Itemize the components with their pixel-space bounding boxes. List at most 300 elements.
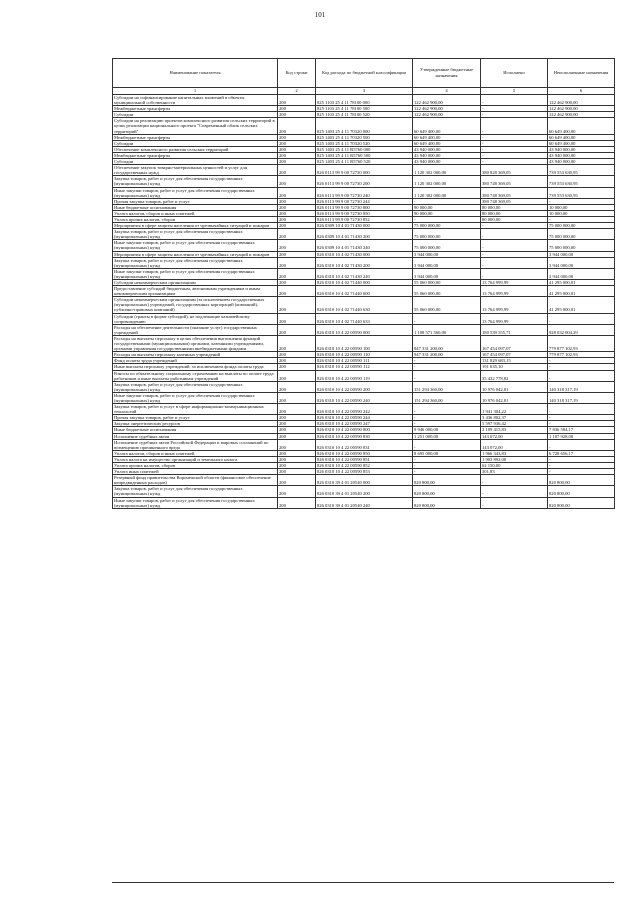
row-code: 200 xyxy=(278,497,316,508)
row-executed: 10 976 042,81 xyxy=(481,392,548,403)
row-unexecuted: 820 800,00 xyxy=(548,497,615,508)
row-code: 200 xyxy=(278,140,316,146)
row-name: Фонд оплаты труда учреждений xyxy=(113,358,278,364)
row-kbk: 825 1103 25 4 11 78100 520 xyxy=(316,112,413,118)
row-code: 200 xyxy=(278,95,316,106)
row-executed: - xyxy=(481,95,548,106)
row-executed: - xyxy=(481,257,548,268)
row-name: Мероприятия в сфере защиты населения от чрезвычайных ситуаций и пожаров xyxy=(113,251,278,257)
row-executed: 5 597 936,42 xyxy=(481,421,548,427)
row-executed: 1 966 343,83 xyxy=(481,450,548,456)
row-kbk: 826 0310 10 4 22 00590 850 xyxy=(316,450,413,456)
column-number: 1 xyxy=(113,88,278,95)
row-approved: - xyxy=(413,421,481,427)
row-code: 200 xyxy=(278,146,316,152)
row-unexecuted: - xyxy=(548,358,615,364)
row-code: 200 xyxy=(278,204,316,210)
row-name: Исполнение судебных актов xyxy=(113,433,278,439)
row-kbk: 826 0113 99 9 00 72730 800 xyxy=(316,204,413,210)
row-unexecuted: 3 944 000,00 xyxy=(548,268,615,279)
row-kbk: 825 1403 25 4 11 R5760 500 xyxy=(316,152,413,158)
row-kbk: 826 0113 99 9 00 72730 000 xyxy=(316,165,413,176)
row-approved: - xyxy=(413,216,481,222)
row-executed: - xyxy=(481,118,548,134)
row-code: 200 xyxy=(278,112,316,118)
row-code: 200 xyxy=(278,268,316,279)
row-approved: 55 060 000,00 xyxy=(413,297,481,313)
row-unexecuted: - xyxy=(548,216,615,222)
table-row xyxy=(113,165,615,176)
row-kbk: 825 1403 25 4 11 70320 000 xyxy=(316,118,413,134)
row-name: Иные закупки товаров, работ и услуг для обеспечения государственных (муниципальных) нужд xyxy=(113,187,278,198)
row-name: Закупка товаров, работ и услуг для обеспечения государственных (муниципальных) нужд xyxy=(113,229,278,240)
row-approved: 55 060 000,00 xyxy=(413,280,481,286)
row-executed: - xyxy=(481,229,548,240)
row-name: Иные закупки товаров, работ и услуг для обеспечения государственных (муниципальных) нужд xyxy=(113,497,278,508)
row-approved: 55 060 000,00 xyxy=(413,286,481,297)
row-code: 200 xyxy=(278,381,316,392)
row-kbk: 826 0310 10 4 22 00590 247 xyxy=(316,421,413,427)
row-name: Иные бюджетные ассигнования xyxy=(113,204,278,210)
table-row xyxy=(113,439,615,450)
row-approved: - xyxy=(413,439,481,450)
row-name: Субсидии (гранты в форме субсидий), не подлежащие казначейскому сопровождению xyxy=(113,313,278,324)
row-approved: 151 294 360,00 xyxy=(413,381,481,392)
row-kbk: 826 0310 10 4 22 00590 853 xyxy=(316,469,413,475)
row-name: Субсидии xyxy=(113,112,278,118)
row-name: Закупка товаров, работ и услуг в сфере информационно-коммуникационных технологий xyxy=(113,404,278,415)
row-executed: - xyxy=(481,475,548,486)
row-name: Уплата налогов, сборов и иных платежей xyxy=(113,210,278,216)
row-approved: 75 000 000,00 xyxy=(413,240,481,251)
row-executed: 380 748 369,05 xyxy=(481,176,548,187)
row-unexecuted: 3 944 000,00 xyxy=(548,251,615,257)
table-row xyxy=(113,268,615,279)
row-executed: 167 454 097,07 xyxy=(481,335,548,351)
row-executed: - xyxy=(481,486,548,497)
row-executed: 167 454 097,07 xyxy=(481,352,548,358)
row-executed: 80 000,00 xyxy=(481,204,548,210)
row-executed: 1 903 892,00 xyxy=(481,456,548,462)
row-code: 200 xyxy=(278,439,316,450)
row-unexecuted: 779 877 102,93 xyxy=(548,335,615,351)
row-code: 200 xyxy=(278,463,316,469)
row-approved: - xyxy=(413,370,481,381)
row-unexecuted: 60 649 400,00 xyxy=(548,134,615,140)
row-unexecuted: 6 728 656,17 xyxy=(548,450,615,456)
row-code: 200 xyxy=(278,486,316,497)
row-executed: - xyxy=(481,251,548,257)
row-code: 200 xyxy=(278,216,316,222)
table-row xyxy=(113,257,615,268)
row-unexecuted: - xyxy=(548,313,615,324)
row-name: Иные бюджетные ассигнования xyxy=(113,427,278,433)
row-unexecuted: - xyxy=(548,370,615,381)
row-executed: 80 000,00 xyxy=(481,210,548,216)
row-approved: 820 800,00 xyxy=(413,497,481,508)
budget-table xyxy=(112,58,615,509)
row-code: 200 xyxy=(278,421,316,427)
row-approved: 3 944 000,00 xyxy=(413,268,481,279)
row-kbk: 826 0310 10 4 22 00590 244 xyxy=(316,415,413,421)
row-code: 200 xyxy=(278,352,316,358)
row-kbk: 826 0309 10 4 01 71430 240 xyxy=(316,240,413,251)
row-code: 200 xyxy=(278,240,316,251)
row-executed: - xyxy=(481,223,548,229)
row-name: Иные закупки товаров, работ и услуг для обеспечения государственных (муниципальных) нужд xyxy=(113,240,278,251)
row-kbk: 826 0310 10 4 22 00590 800 xyxy=(316,427,413,433)
row-name: Уплата налогов, сборов и иных платежей xyxy=(113,450,278,456)
row-code: 200 xyxy=(278,223,316,229)
table-row xyxy=(113,313,615,324)
table-row xyxy=(113,229,615,240)
row-kbk: 826 0310 10 4 02 71440 000 xyxy=(316,280,413,286)
row-executed: 13 764 999,99 xyxy=(481,286,548,297)
row-executed: 35 432 778,82 xyxy=(481,370,548,381)
row-unexecuted: - xyxy=(548,364,615,370)
row-name: Межбюджетные трансферты xyxy=(113,152,278,158)
row-kbk: 826 0310 39 4 01 20540 240 xyxy=(316,497,413,508)
row-unexecuted: 41 295 000,01 xyxy=(548,297,615,313)
row-unexecuted: 739 553 630,95 xyxy=(548,165,615,176)
row-code: 200 xyxy=(278,469,316,475)
row-name: Расходы на обеспечение деятельности (оказание услуг) государственных учреждений xyxy=(113,324,278,335)
row-kbk: 825 1403 25 4 11 70320 500 xyxy=(316,134,413,140)
header-kbk: Код расхода по бюджетной классификации xyxy=(316,59,413,88)
row-kbk: 826 0113 99 9 00 72730 850 xyxy=(316,210,413,216)
page-bottom-rule xyxy=(112,882,614,883)
row-name: Прочая закупка товаров, работ и услуг xyxy=(113,415,278,421)
row-executed: 380 828 369,05 xyxy=(481,165,548,176)
row-unexecuted: - xyxy=(548,421,615,427)
row-unexecuted: 75 000 000,00 xyxy=(548,223,615,229)
row-name: Иные закупки товаров, работ и услуг для обеспечения государственных (муниципальных) нужд xyxy=(113,268,278,279)
row-unexecuted: - xyxy=(548,404,615,415)
row-kbk: 826 0113 99 9 00 72730 200 xyxy=(316,176,413,187)
row-kbk: 826 0310 10 4 02 71430 200 xyxy=(316,257,413,268)
table-row xyxy=(113,381,615,392)
row-approved: 122 462 900,00 xyxy=(413,112,481,118)
row-approved: 820 800,00 xyxy=(413,475,481,486)
row-code: 200 xyxy=(278,392,316,403)
row-name: Обеспечение комплексного развития сельских территорий xyxy=(113,146,278,152)
column-number: 6 xyxy=(548,88,615,95)
row-unexecuted: 43 940 000,00 xyxy=(548,152,615,158)
header-executed: Исполнено xyxy=(481,59,548,88)
row-name: Закупка товаров, работ и услуг для обеспечения государственных (муниципальных) нужд xyxy=(113,176,278,187)
row-approved: - xyxy=(413,456,481,462)
row-name: Прочая закупка товаров, работ и услуг xyxy=(113,198,278,204)
table-row xyxy=(113,297,615,313)
row-executed: 10 976 042,81 xyxy=(481,381,548,392)
row-approved: 60 649 400,00 xyxy=(413,140,481,146)
row-executed: - xyxy=(481,159,548,165)
table-row xyxy=(113,176,615,187)
row-executed: 62 150,00 xyxy=(481,463,548,469)
row-kbk: 825 1403 25 4 11 R5760 000 xyxy=(316,146,413,152)
row-code: 200 xyxy=(278,210,316,216)
table-row xyxy=(113,324,615,335)
row-executed: 2 109 415,83 xyxy=(481,427,548,433)
row-kbk: 826 0310 10 4 02 71440 633 xyxy=(316,313,413,324)
row-code: 200 xyxy=(278,251,316,257)
column-number: 4 xyxy=(413,88,481,95)
row-approved: - xyxy=(413,404,481,415)
row-unexecuted: - xyxy=(548,456,615,462)
row-kbk: 826 0310 10 4 02 71430 240 xyxy=(316,268,413,279)
row-unexecuted: 43 940 000,00 xyxy=(548,146,615,152)
row-approved: 1 108 571 560,00 xyxy=(413,324,481,335)
row-unexecuted: 820 800,00 xyxy=(548,475,615,486)
row-kbk: 826 0113 99 9 00 72730 244 xyxy=(316,198,413,204)
row-unexecuted: 60 649 400,00 xyxy=(548,118,615,134)
row-executed: - xyxy=(481,146,548,152)
row-kbk: 826 0310 10 4 22 00590 111 xyxy=(316,358,413,364)
row-kbk: 826 0309 10 4 01 71430 000 xyxy=(316,223,413,229)
row-kbk: 826 0310 10 4 22 00590 830 xyxy=(316,433,413,439)
row-executed: 3 436 802,37 xyxy=(481,415,548,421)
row-kbk: 826 0310 39 4 01 20540 000 xyxy=(316,475,413,486)
row-approved: 43 940 000,00 xyxy=(413,159,481,165)
row-approved: 60 649 400,00 xyxy=(413,118,481,134)
row-code: 200 xyxy=(278,152,316,158)
row-executed: - xyxy=(481,152,548,158)
row-unexecuted: 122 462 900,00 xyxy=(548,106,615,112)
row-unexecuted: 43 940 000,00 xyxy=(548,159,615,165)
row-executed: - xyxy=(481,106,548,112)
row-approved: - xyxy=(413,313,481,324)
row-code: 200 xyxy=(278,364,316,370)
row-unexecuted: - xyxy=(548,469,615,475)
row-executed: 143 072,00 xyxy=(481,433,548,439)
row-code: 200 xyxy=(278,415,316,421)
row-approved: 43 940 000,00 xyxy=(413,152,481,158)
row-executed: 13 764 999,99 xyxy=(481,313,548,324)
row-approved: 820 800,00 xyxy=(413,486,481,497)
row-kbk: 826 0310 10 4 22 00590 242 xyxy=(316,404,413,415)
row-unexecuted: 122 462 900,00 xyxy=(548,95,615,106)
row-unexecuted: 41 295 000,01 xyxy=(548,286,615,297)
header-code: Код строки xyxy=(278,59,316,88)
row-approved: - xyxy=(413,198,481,204)
table-row xyxy=(113,335,615,351)
header-row xyxy=(113,59,615,88)
row-unexecuted: 140 318 317,19 xyxy=(548,392,615,403)
row-name: Субсидии некоммерческим организациям xyxy=(113,280,278,286)
row-code: 200 xyxy=(278,335,316,351)
table-row xyxy=(113,118,615,134)
row-approved: 60 649 400,00 xyxy=(413,134,481,140)
row-name: Субсидии некоммерческим организациям (за исключением государственных (муниципальных) учреждений, государственных корпораций (компаний), публично-правовых компаний) xyxy=(113,297,278,313)
row-code: 200 xyxy=(278,427,316,433)
row-kbk: 826 0310 10 4 22 00590 831 xyxy=(316,439,413,450)
row-code: 200 xyxy=(278,257,316,268)
row-name: Предоставление субсидий бюджетным, автономным учреждениям и иным некоммерческим организациям xyxy=(113,286,278,297)
row-name: Мероприятия в сфере защиты населения от чрезвычайных ситуаций и пожаров xyxy=(113,223,278,229)
row-kbk: 826 0310 10 4 22 00590 100 xyxy=(316,335,413,351)
row-executed: 143 072,00 xyxy=(481,439,548,450)
row-code: 200 xyxy=(278,475,316,486)
row-unexecuted: 60 649 400,00 xyxy=(548,140,615,146)
row-unexecuted: 739 553 630,95 xyxy=(548,176,615,187)
row-code: 200 xyxy=(278,297,316,313)
row-name: Уплата иных платежей xyxy=(113,469,278,475)
table-row xyxy=(113,370,615,381)
row-approved: 3 944 000,00 xyxy=(413,257,481,268)
row-executed: 13 764 999,99 xyxy=(481,297,548,313)
row-name: Субсидии xyxy=(113,140,278,146)
row-approved: 947 331 200,00 xyxy=(413,335,481,351)
row-unexecuted: 140 318 317,19 xyxy=(548,381,615,392)
row-executed: - xyxy=(481,134,548,140)
row-approved: 3 944 000,00 xyxy=(413,251,481,257)
row-kbk: 826 0310 10 4 22 00590 112 xyxy=(316,364,413,370)
row-unexecuted: 739 553 630,95 xyxy=(548,187,615,198)
table-row xyxy=(113,404,615,415)
header-name: Наименование показателя xyxy=(113,59,278,88)
page-number: 101 xyxy=(314,11,326,19)
row-name: Уплата налога на имущество организаций и земельного налога xyxy=(113,456,278,462)
column-number: 2 xyxy=(278,88,316,95)
header-approved: Утвержденные бюджетные назначения xyxy=(413,59,481,88)
row-code: 200 xyxy=(278,106,316,112)
row-kbk: 826 0310 10 4 02 71430 000 xyxy=(316,251,413,257)
row-name: Субсидии на реализацию проектов комплексного развития сельских территорий в целях реализации национального проекта "Современный облик сельских территорий" xyxy=(113,118,278,134)
row-kbk: 826 0310 10 4 22 00590 852 xyxy=(316,463,413,469)
row-unexecuted: 122 462 900,00 xyxy=(548,112,615,118)
row-unexecuted: 10 000,00 xyxy=(548,204,615,210)
row-approved: 947 331 200,00 xyxy=(413,352,481,358)
row-executed: 191 635,10 xyxy=(481,364,548,370)
row-approved: - xyxy=(413,358,481,364)
row-unexecuted: 75 000 000,00 xyxy=(548,229,615,240)
row-approved: 75 000 000,00 xyxy=(413,223,481,229)
row-name: Уплата прочих налогов, сборов xyxy=(113,216,278,222)
row-executed: 131 829 683,15 xyxy=(481,358,548,364)
row-name: Расходы на выплаты персоналу в целях обеспечения выполнения функций государственными (муниципальными) органами, казенными учреждениями, органами управления государственными внебюджетными фондами xyxy=(113,335,278,351)
table-row xyxy=(113,187,615,198)
row-code: 200 xyxy=(278,118,316,134)
row-code: 200 xyxy=(278,404,316,415)
row-kbk: 826 0113 99 9 00 72730 852 xyxy=(316,216,413,222)
row-kbk: 826 0310 10 4 02 71440 630 xyxy=(316,297,413,313)
row-approved: - xyxy=(413,469,481,475)
row-code: 200 xyxy=(278,313,316,324)
row-unexecuted: 928 032 004,29 xyxy=(548,324,615,335)
row-code: 200 xyxy=(278,198,316,204)
row-name: Исполнение судебных актов Российской Федерации и мировых соглашений по возмещению причиненного вреда xyxy=(113,439,278,450)
row-approved: - xyxy=(413,364,481,370)
row-code: 200 xyxy=(278,286,316,297)
table-row xyxy=(113,240,615,251)
row-name: Обеспечение закупок товарно-материальных ценностей и услуг для государственных нужд xyxy=(113,165,278,176)
row-kbk: 826 0310 10 4 22 00590 200 xyxy=(316,381,413,392)
row-code: 200 xyxy=(278,450,316,456)
row-kbk: 826 0310 39 4 01 20540 200 xyxy=(316,486,413,497)
row-unexecuted: 10 000,00 xyxy=(548,210,615,216)
row-kbk: 826 0310 10 4 22 00590 240 xyxy=(316,392,413,403)
row-executed: 80 000,00 xyxy=(481,216,548,222)
row-executed: 380 748 369,05 xyxy=(481,187,548,198)
row-unexecuted: 7 836 584,17 xyxy=(548,427,615,433)
row-kbk: 825 1403 25 4 11 R5760 520 xyxy=(316,159,413,165)
row-approved: 9 946 000,00 xyxy=(413,427,481,433)
row-name: Субсидии на софинансирование капитальных вложений в объекты муниципальной собственности xyxy=(113,95,278,106)
row-approved: 8 695 000,00 xyxy=(413,450,481,456)
table-body xyxy=(113,95,615,509)
row-unexecuted: 75 000 000,00 xyxy=(548,240,615,251)
column-number: 3 xyxy=(316,88,413,95)
row-approved: 1 120 302 000,00 xyxy=(413,176,481,187)
row-unexecuted: 41 295 000,01 xyxy=(548,280,615,286)
row-executed: - xyxy=(481,497,548,508)
row-unexecuted: 779 877 102,93 xyxy=(548,352,615,358)
row-name: Закупка товаров, работ и услуг для обеспечения государственных (муниципальных) нужд xyxy=(113,381,278,392)
row-name: Межбюджетные трансферты xyxy=(113,134,278,140)
row-executed: - xyxy=(481,268,548,279)
table-row xyxy=(113,486,615,497)
row-name: Закупка товаров, работ и услуг для обеспечения государственных (муниципальных) нужд xyxy=(113,257,278,268)
row-unexecuted: 820 800,00 xyxy=(548,486,615,497)
row-approved: 90 000,00 xyxy=(413,210,481,216)
row-kbk: 825 1403 25 4 11 70320 520 xyxy=(316,140,413,146)
column-number: 5 xyxy=(481,88,548,95)
row-executed: 380 748 369,05 xyxy=(481,198,548,204)
row-kbk: 826 0113 99 9 00 72730 240 xyxy=(316,187,413,198)
row-code: 200 xyxy=(278,324,316,335)
row-approved: 90 000,00 xyxy=(413,204,481,210)
row-code: 200 xyxy=(278,176,316,187)
row-kbk: 826 0310 10 4 02 71440 600 xyxy=(316,286,413,297)
table-row xyxy=(113,497,615,508)
row-code: 200 xyxy=(278,433,316,439)
column-number-row xyxy=(113,88,615,95)
row-name: Резервный фонд правительства Воронежской области (финансовое обеспечение непредвиденных расходов) xyxy=(113,475,278,486)
row-name: Межбюджетные трансферты xyxy=(113,106,278,112)
row-name: Субсидии xyxy=(113,159,278,165)
row-name: Закупка товаров, работ и услуг для обеспечения государственных (муниципальных) нужд xyxy=(113,486,278,497)
row-unexecuted: 3 944 000,00 xyxy=(548,257,615,268)
table-row xyxy=(113,475,615,486)
header-unexecuted: Неисполненные назначения xyxy=(548,59,615,88)
row-name: Иные закупки товаров, работ и услуг для обеспечения государственных (муниципальных) нужд xyxy=(113,392,278,403)
row-kbk: 825 1103 25 4 11 78100 500 xyxy=(316,106,413,112)
row-executed: 13 764 999,99 xyxy=(481,280,548,286)
row-code: 200 xyxy=(278,134,316,140)
row-executed: - xyxy=(481,112,548,118)
row-approved: 122 462 900,00 xyxy=(413,95,481,106)
row-name: Расходы на выплаты персоналу казенных учреждений xyxy=(113,352,278,358)
row-code: 200 xyxy=(278,358,316,364)
row-code: 200 xyxy=(278,187,316,198)
row-kbk: 826 0310 10 4 22 00590 110 xyxy=(316,352,413,358)
row-kbk: 826 0310 10 4 22 00590 119 xyxy=(316,370,413,381)
row-code: 200 xyxy=(278,159,316,165)
row-approved: - xyxy=(413,463,481,469)
row-executed: - xyxy=(481,140,548,146)
table-row xyxy=(113,392,615,403)
row-unexecuted: - xyxy=(548,198,615,204)
row-kbk: 826 0310 10 4 22 00590 000 xyxy=(316,324,413,335)
row-code: 200 xyxy=(278,370,316,381)
row-approved: 151 294 360,00 xyxy=(413,392,481,403)
row-unexecuted: 1 107 928,00 xyxy=(548,433,615,439)
row-executed: - xyxy=(481,240,548,251)
row-approved: 75 000 000,00 xyxy=(413,229,481,240)
table-row xyxy=(113,286,615,297)
row-unexecuted: - xyxy=(548,439,615,450)
row-code: 200 xyxy=(278,456,316,462)
